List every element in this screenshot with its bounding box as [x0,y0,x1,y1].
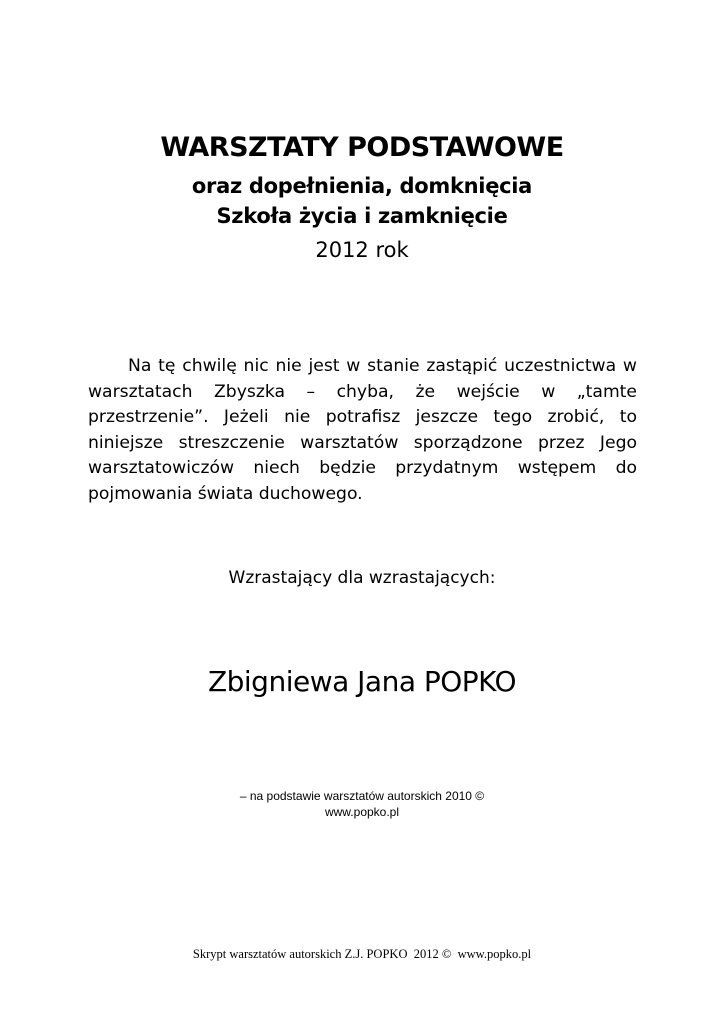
document-year: 2012 rok [315,238,409,262]
author-name: Zbigniewa Jana POPKO [207,665,517,698]
document-subtitle-line2: Szkoła życia i zamknięcie [216,204,508,228]
intro-paragraph: Na tę chwilę nic nie jest w stanie zastąpić uczestnictwa w warsztatach Zbyszka – chyba, że wejście w „tamte przestrzenie”. Jeżeli nie potrafisz jeszcze tego zrobić, to niniejsze streszczenie warsztatów sporządzone przez Jego warsztatowiczów niech będzie przydatnym wstępem do pojmowania świata duchowego. [88,356,637,504]
page-footer: Skrypt warsztatów autorskich Z.J. POPKO 2012 © www.popko.pl [192,947,532,961]
basis-line: – na podstawie warsztatów autorskich 2010 © [239,789,485,803]
dedication-text: Wzrastający dla wzrastających: [228,568,496,588]
basis-url: www.popko.pl [324,805,400,819]
document-title: WARSZTATY PODSTAWOWE [160,132,564,163]
document-subtitle-line1: oraz dopełnienia, domknięcia [191,174,533,198]
